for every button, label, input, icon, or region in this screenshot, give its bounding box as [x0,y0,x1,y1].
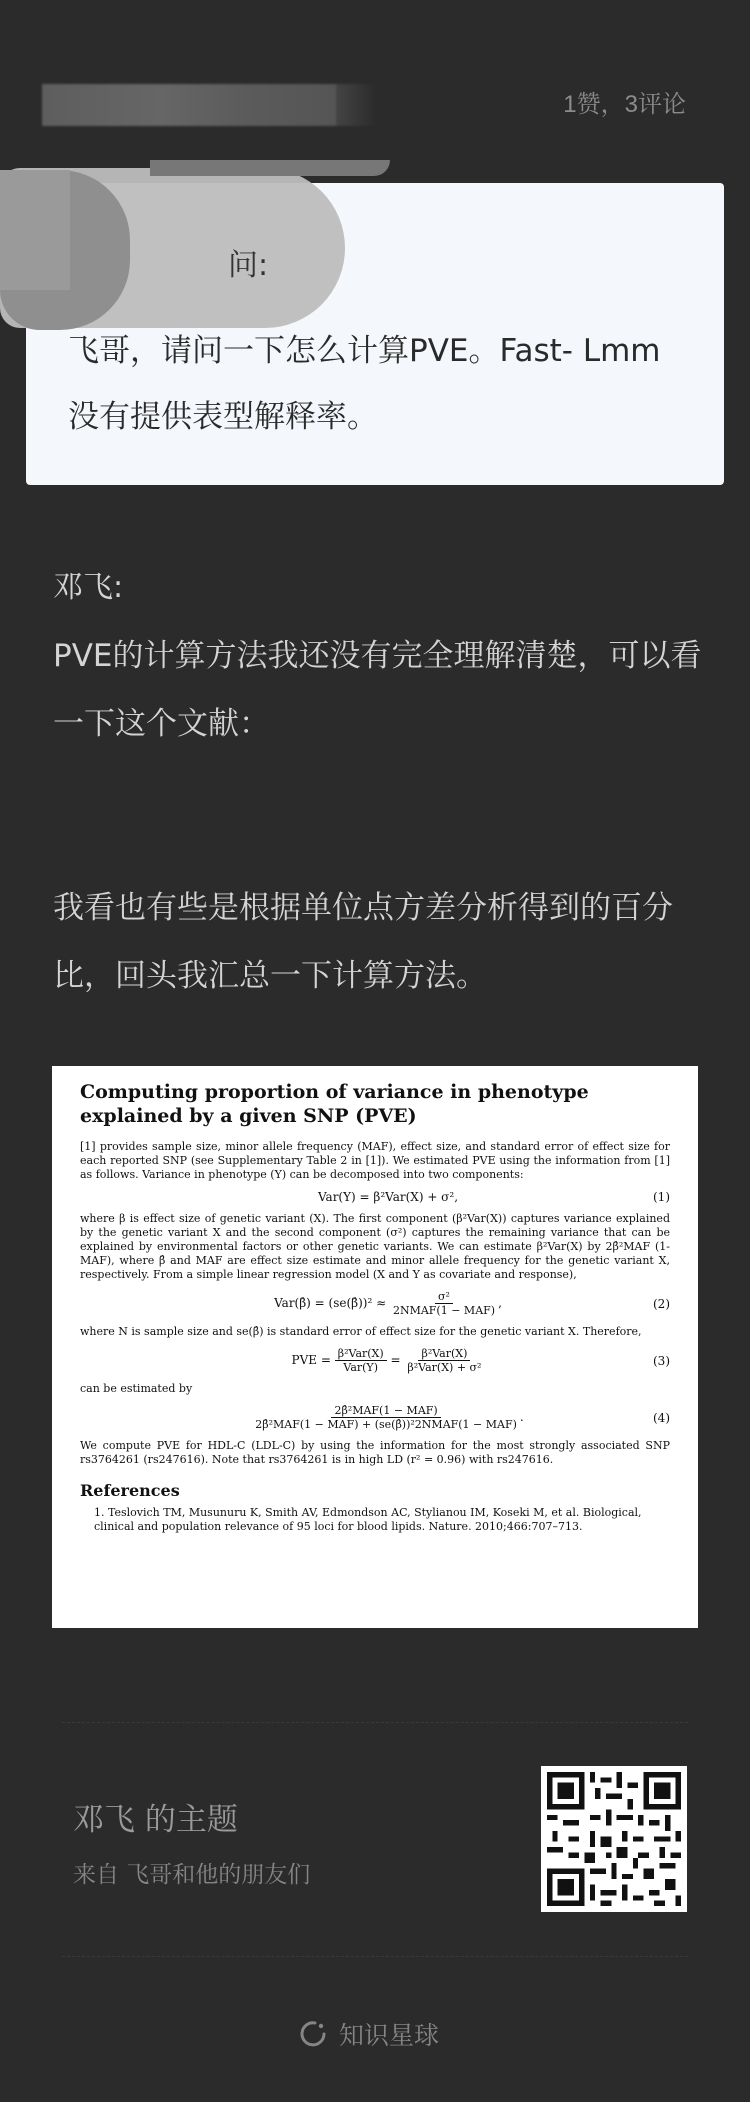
references-heading: References [80,1481,180,1500]
asker-label: 问: [228,248,269,283]
paper-paragraph: where β is effect size of genetic variant (X). The first component (β²Var(X)) captures variance explained by the genetic variant X and the second component (σ²) captures the remaining variance that can be explained by environmental factors or other genetic variants. We can estimate β²Var(X) by 2β̂²MAF (1-MAF), where β̂ and MAF are effect size estimate and minor allele frequency for the genetic variant X, respectively. From a simple linear regression model (X and Y as covariate and response), [80,1212,670,1281]
answer-paragraph: PVE的计算方法我还没有完全理解清楚，可以看一下这个文献： [53,638,702,742]
topic-title: 邓飞 的主题 [73,1802,238,1838]
like-comment-stats[interactable]: 1赞，3评论 [563,91,686,118]
post-header [0,0,750,175]
planet-logo-icon [297,2018,329,2050]
qr-code-icon [547,1772,681,1906]
paper-title: Computing proportion of variance in phenotype explained by a given SNP (PVE) [80,1081,589,1127]
topic-source: 来自 飞哥和他的朋友们 [73,1862,311,1888]
brand-name: 知识星球 [339,2021,440,2050]
divider [62,1956,688,1957]
equation-4: $\frac{\text{2β̂²MAF(1 − MAF)}}{\text{2β̂²MAF(1 − MAF) + (se(β̂))²2NMAF(1 − MAF)}}$ . (4) [255,1404,670,1431]
blurred-author-name [42,84,336,126]
reference-item: 1. Teslovich TM, Musunuru K, Smith AV, Edmondson AC, Stylianou IM, Koseki M, et al. Biological, clinical and population relevance of 95 loci for blood lipids. Nature. 2010;466:707–713. [94,1506,642,1533]
answer-paragraph: 我看也有些是根据单位点方差分析得到的百分比，回头我汇总一下计算方法。 [53,890,673,994]
equation-2: Var(β̂) = (se(β̂))² ≈ $\frac{\text{σ²}}{\text{2NMAF(1 − MAF)}}$ , (2) [274,1290,670,1317]
paper-intro: [1] provides sample size, minor allele frequency (MAF), effect size, and standard error of effect size for each reported SNP (see Supplementary Table 2 in [1]). We estimated PVE using the information from [1] as follows. Variance in phenotype (Y) can be decomposed into two components: [80,1140,670,1181]
answer-author: 邓飞: [53,570,124,605]
brand-footer[interactable] [297,2016,439,2052]
paper-paragraph: We compute PVE for HDL-C (LDL-C) by using the information for the most strongly associated SNP rs3764261 (rs247616). Note that rs3764261 is in high LD (r² = 0.96) with rs247616. [80,1439,670,1466]
paper-paragraph: can be estimated by [80,1382,193,1395]
divider [62,1722,688,1723]
equation-1: Var(Y) = β²Var(X) + σ², (1) [317,1190,670,1204]
paper-screenshot-image[interactable] [52,1066,698,1628]
equation-3: PVE = $\frac{\text{β²Var(X)}}{\text{Var(Y)}}$ = $\frac{\text{β²Var(X)}}{\text{β²Var(X) + σ²}}$ (3) [291,1347,670,1374]
paper-paragraph: where N is sample size and se(β̂) is standard error of effect size for the genetic variant X. Therefore, [80,1325,642,1338]
qr-code [541,1766,687,1912]
blurred-asker-avatar [0,160,390,335]
question-text: 飞哥，请问一下怎么计算PVE。Fast- Lmm没有提供表型解释率。 [68,333,661,435]
